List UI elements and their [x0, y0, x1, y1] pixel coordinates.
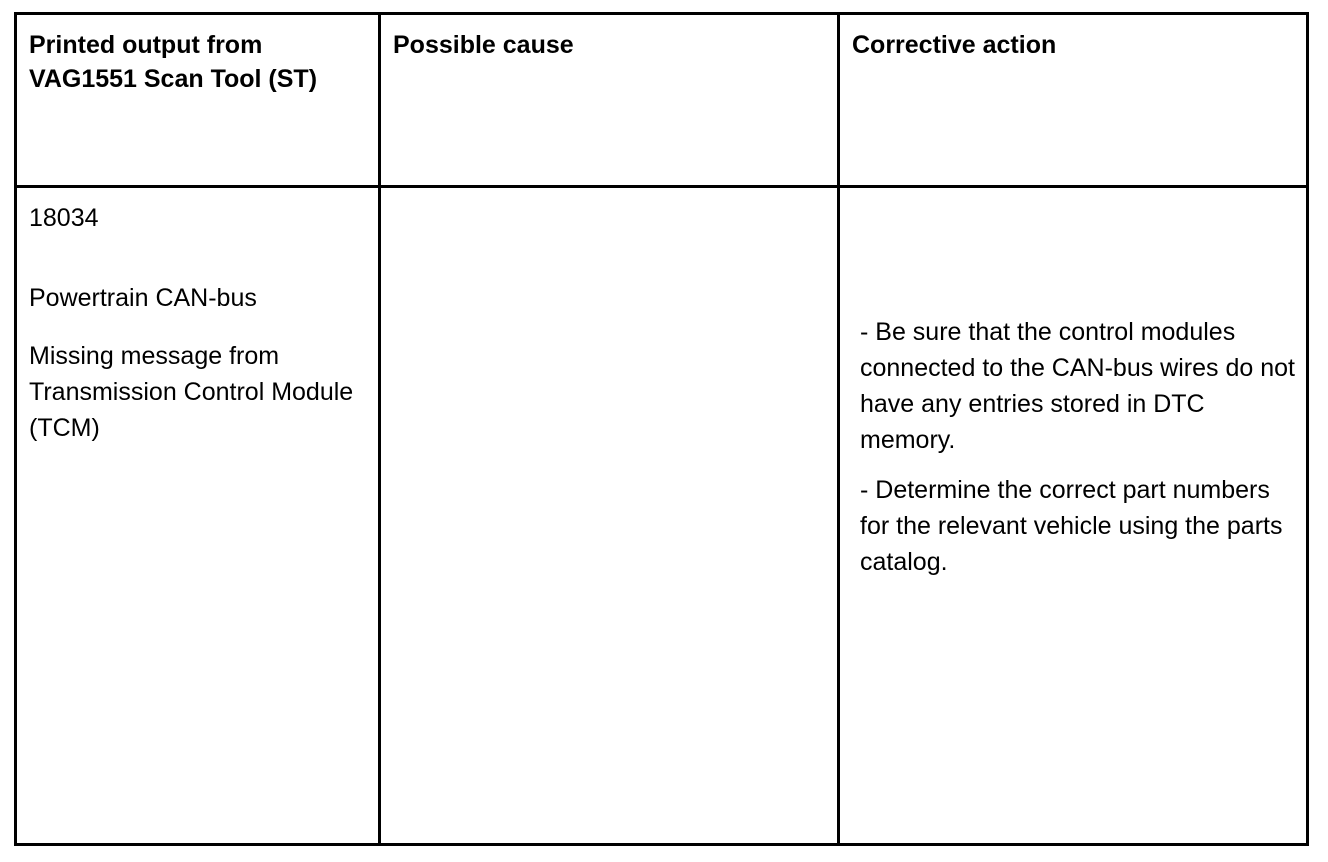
header-possible-cause: Possible cause — [380, 14, 839, 187]
header-corrective-action: Corrective action — [839, 14, 1308, 187]
dtc-system: Powertrain CAN-bus — [29, 284, 257, 312]
cell-printed-output — [16, 187, 380, 845]
dtc-message: Missing message from Transmission Control Module (TCM) — [29, 342, 354, 442]
corrective-action-item: - Determine the correct part numbers for the relevant vehicle using the parts catalog. — [860, 476, 1283, 576]
cell-corrective-action — [839, 187, 1308, 845]
corrective-action-item: - Be sure that the control modules connected to the CAN-bus wires do not have any entries stored in DTC memory. — [860, 318, 1295, 454]
dtc-code: 18034 — [29, 204, 99, 232]
table-row — [16, 187, 1308, 845]
table-header-row — [16, 14, 1308, 187]
cell-possible-cause — [380, 187, 839, 845]
header-printed-output: Printed output from VAG1551 Scan Tool (ST) — [16, 14, 380, 187]
dtc-table — [14, 12, 1309, 846]
